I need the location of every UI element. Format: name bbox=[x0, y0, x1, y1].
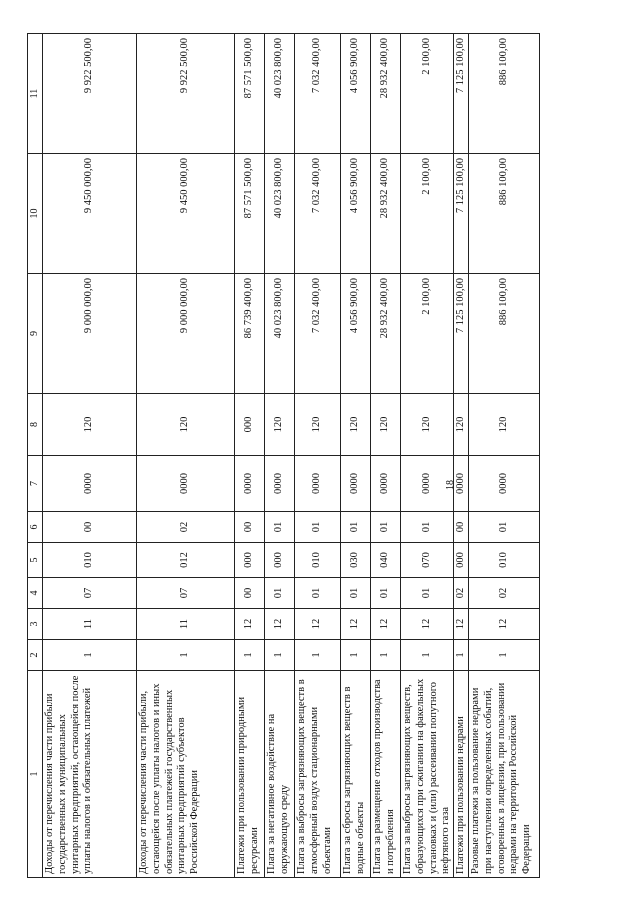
cell-c5: 010 bbox=[468, 543, 539, 578]
cell-c10: 7 032 400,00 bbox=[295, 154, 341, 274]
cell-c4: 02 bbox=[468, 578, 539, 609]
row-name-cell: Плата за размещение отходов производства и потребления bbox=[371, 671, 401, 878]
col-header-5: 5 bbox=[28, 543, 43, 578]
header-row bbox=[28, 34, 43, 878]
cell-c6: 02 bbox=[137, 512, 235, 543]
col-header-11: 11 bbox=[28, 34, 43, 154]
rotated-page bbox=[27, 34, 610, 878]
cell-c9: 2 100,00 bbox=[401, 274, 454, 394]
cell-c3: 12 bbox=[401, 609, 454, 640]
cell-c4: 07 bbox=[137, 578, 235, 609]
cell-c8: 120 bbox=[43, 394, 137, 456]
cell-c2: 1 bbox=[137, 640, 235, 671]
col-header-10: 10 bbox=[28, 154, 43, 274]
cell-c6: 01 bbox=[371, 512, 401, 543]
cell-c7: 0000 bbox=[265, 456, 295, 512]
cell-c8: 120 bbox=[265, 394, 295, 456]
cell-c5: 000 bbox=[454, 543, 469, 578]
cell-c10: 2 100,00 bbox=[401, 154, 454, 274]
cell-c9: 28 932 400,00 bbox=[371, 274, 401, 394]
cell-c6: 01 bbox=[295, 512, 341, 543]
cell-c5: 010 bbox=[43, 543, 137, 578]
table-row bbox=[43, 34, 137, 878]
table-row bbox=[454, 34, 469, 878]
cell-c8: 120 bbox=[371, 394, 401, 456]
cell-c3: 12 bbox=[454, 609, 469, 640]
cell-c2: 1 bbox=[341, 640, 371, 671]
cell-c10: 28 932 400,00 bbox=[371, 154, 401, 274]
cell-c11: 7 125 100,00 bbox=[454, 34, 469, 154]
cell-c7: 0000 bbox=[341, 456, 371, 512]
cell-c6: 00 bbox=[235, 512, 265, 543]
cell-c11: 9 922 500,00 bbox=[137, 34, 235, 154]
cell-c6: 00 bbox=[43, 512, 137, 543]
col-header-4: 4 bbox=[28, 578, 43, 609]
cell-c5: 070 bbox=[401, 543, 454, 578]
col-header-8: 8 bbox=[28, 394, 43, 456]
table-row bbox=[468, 34, 539, 878]
cell-c2: 1 bbox=[265, 640, 295, 671]
cell-c3: 11 bbox=[137, 609, 235, 640]
table-row bbox=[371, 34, 401, 878]
row-name-cell: Доходы от перечисления части прибыли государственных и муниципальных унитарных предприятий, остающейся после уплаты налогов и обязательных платежей bbox=[43, 671, 137, 878]
cell-c3: 12 bbox=[371, 609, 401, 640]
cell-c8: 120 bbox=[401, 394, 454, 456]
cell-c11: 40 023 800,00 bbox=[265, 34, 295, 154]
table-row bbox=[137, 34, 235, 878]
cell-c5: 000 bbox=[235, 543, 265, 578]
cell-c11: 28 932 400,00 bbox=[371, 34, 401, 154]
cell-c2: 1 bbox=[468, 640, 539, 671]
page-number: 18 bbox=[445, 480, 456, 490]
row-name-cell: Разовые платежи за пользование недрами при наступлении определенных событий, оговоренных в лицензии, при пользовании недрами на территории Российской Федерации bbox=[468, 671, 539, 878]
row-name-cell: Плата за выбросы загрязняющих веществ, образующихся при сжигании на факельных установках и (или) рассеивании попутного нефтяного газа bbox=[401, 671, 454, 878]
row-name-cell: Доходы от перечисления части прибыли, остающейся после уплаты налогов и иных обязательных платежей государственных унитарных предприятий субъектов Российской Федерации bbox=[137, 671, 235, 878]
cell-c6: 01 bbox=[468, 512, 539, 543]
cell-c3: 12 bbox=[265, 609, 295, 640]
cell-c2: 1 bbox=[454, 640, 469, 671]
cell-c2: 1 bbox=[371, 640, 401, 671]
cell-c4: 07 bbox=[43, 578, 137, 609]
cell-c4: 01 bbox=[371, 578, 401, 609]
cell-c2: 1 bbox=[295, 640, 341, 671]
cell-c9: 9 000 000,00 bbox=[43, 274, 137, 394]
cell-c6: 00 bbox=[454, 512, 469, 543]
table-body bbox=[43, 34, 540, 878]
cell-c11: 886 100,00 bbox=[468, 34, 539, 154]
cell-c9: 40 023 800,00 bbox=[265, 274, 295, 394]
col-header-9: 9 bbox=[28, 274, 43, 394]
cell-c10: 7 125 100,00 bbox=[454, 154, 469, 274]
cell-c10: 9 450 000,00 bbox=[43, 154, 137, 274]
col-header-2: 2 bbox=[28, 640, 43, 671]
cell-c8: 000 bbox=[235, 394, 265, 456]
row-name-cell: Плата за сбросы загрязняющих веществ в водные объекты bbox=[341, 671, 371, 878]
table-row bbox=[341, 34, 371, 878]
table-row bbox=[401, 34, 454, 878]
cell-c4: 01 bbox=[295, 578, 341, 609]
cell-c10: 4 056 900,00 bbox=[341, 154, 371, 274]
cell-c3: 12 bbox=[468, 609, 539, 640]
cell-c5: 040 bbox=[371, 543, 401, 578]
cell-c5: 010 bbox=[295, 543, 341, 578]
cell-c8: 120 bbox=[468, 394, 539, 456]
table-row bbox=[235, 34, 265, 878]
cell-c2: 1 bbox=[401, 640, 454, 671]
cell-c9: 7 032 400,00 bbox=[295, 274, 341, 394]
cell-c6: 01 bbox=[341, 512, 371, 543]
cell-c7: 0000 bbox=[468, 456, 539, 512]
cell-c4: 02 bbox=[454, 578, 469, 609]
cell-c9: 4 056 900,00 bbox=[341, 274, 371, 394]
cell-c7: 0000 bbox=[295, 456, 341, 512]
cell-c9: 86 739 400,00 bbox=[235, 274, 265, 394]
col-header-6: 6 bbox=[28, 512, 43, 543]
cell-c6: 01 bbox=[265, 512, 295, 543]
cell-c7: 0000 bbox=[454, 456, 469, 512]
cell-c8: 120 bbox=[137, 394, 235, 456]
row-name-cell: Платежи при пользовании недрами bbox=[454, 671, 469, 878]
cell-c11: 87 571 500,00 bbox=[235, 34, 265, 154]
cell-c10: 87 571 500,00 bbox=[235, 154, 265, 274]
cell-c3: 12 bbox=[341, 609, 371, 640]
table-row bbox=[295, 34, 341, 878]
cell-c7: 0000 bbox=[137, 456, 235, 512]
cell-c4: 01 bbox=[265, 578, 295, 609]
row-name-cell: Плата за негативное воздействие на окружающую среду bbox=[265, 671, 295, 878]
cell-c8: 120 bbox=[454, 394, 469, 456]
cell-c2: 1 bbox=[43, 640, 137, 671]
col-header-7: 7 bbox=[28, 456, 43, 512]
cell-c7: 0000 bbox=[235, 456, 265, 512]
row-name-cell: Платежи при пользовании природными ресурсами bbox=[235, 671, 265, 878]
col-header-1: 1 bbox=[28, 671, 43, 878]
cell-c11: 7 032 400,00 bbox=[295, 34, 341, 154]
cell-c3: 12 bbox=[295, 609, 341, 640]
cell-c9: 7 125 100,00 bbox=[454, 274, 469, 394]
cell-c6: 01 bbox=[401, 512, 454, 543]
table-row bbox=[265, 34, 295, 878]
cell-c5: 000 bbox=[265, 543, 295, 578]
cell-c4: 00 bbox=[235, 578, 265, 609]
cell-c9: 886 100,00 bbox=[468, 274, 539, 394]
cell-c11: 2 100,00 bbox=[401, 34, 454, 154]
budget-table bbox=[27, 33, 540, 878]
cell-c3: 11 bbox=[43, 609, 137, 640]
cell-c10: 9 450 000,00 bbox=[137, 154, 235, 274]
cell-c7: 0000 bbox=[371, 456, 401, 512]
cell-c4: 01 bbox=[401, 578, 454, 609]
cell-c5: 030 bbox=[341, 543, 371, 578]
cell-c8: 120 bbox=[295, 394, 341, 456]
cell-c7: 0000 bbox=[401, 456, 454, 512]
cell-c8: 120 bbox=[341, 394, 371, 456]
col-header-3: 3 bbox=[28, 609, 43, 640]
cell-c4: 01 bbox=[341, 578, 371, 609]
cell-c2: 1 bbox=[235, 640, 265, 671]
cell-c7: 0000 bbox=[43, 456, 137, 512]
cell-c11: 9 922 500,00 bbox=[43, 34, 137, 154]
cell-c10: 886 100,00 bbox=[468, 154, 539, 274]
cell-c3: 12 bbox=[235, 609, 265, 640]
cell-c9: 9 000 000,00 bbox=[137, 274, 235, 394]
row-name-cell: Плата за выбросы загрязняющих веществ в атмосферный воздух стационарными объектами bbox=[295, 671, 341, 878]
cell-c5: 012 bbox=[137, 543, 235, 578]
cell-c10: 40 023 800,00 bbox=[265, 154, 295, 274]
cell-c11: 4 056 900,00 bbox=[341, 34, 371, 154]
